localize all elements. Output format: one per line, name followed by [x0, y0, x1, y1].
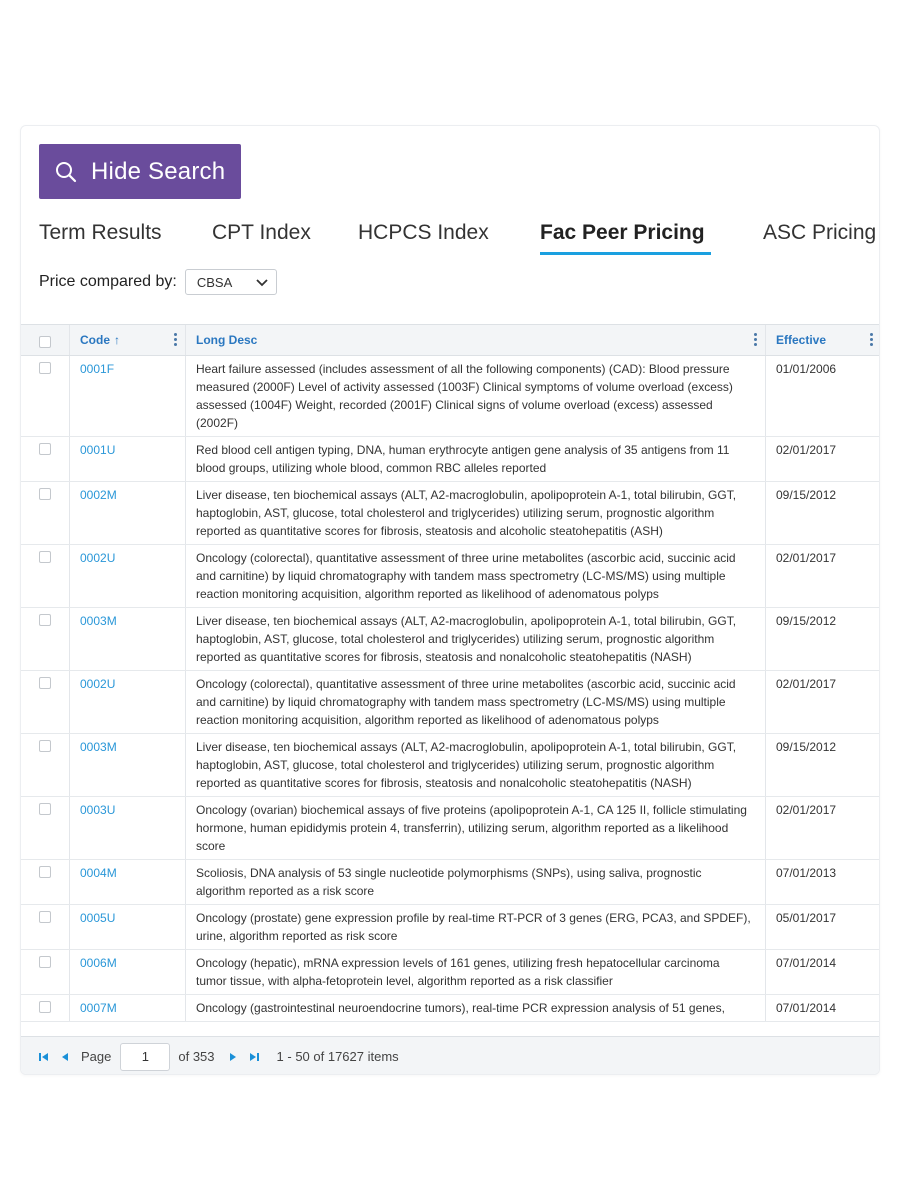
- previous-page-icon[interactable]: [61, 1052, 69, 1062]
- effective-date-cell: 07/01/2013: [776, 866, 837, 880]
- grid-pager: [21, 1036, 880, 1075]
- long-desc-cell: Oncology (gastrointestinal neuroendocrine tumors), real-time PCR expression analysis of 51 genes,: [186, 995, 766, 1021]
- chevron-down-icon: [256, 275, 268, 290]
- column-header-long-desc[interactable]: [186, 325, 766, 355]
- row-checkbox[interactable]: [39, 443, 51, 455]
- table-row[interactable]: [21, 860, 880, 905]
- hide-search-button[interactable]: [39, 144, 241, 199]
- row-checkbox[interactable]: [39, 488, 51, 500]
- long-desc-cell: Oncology (colorectal), quantitative assessment of three urine metabolites (ascorbic acid, succinic acid and carnitine) by liquid chromatography with tandem mass spectrometry (LC-MS/MS) using multiple reaction monitoring acquisition, algorithm reported as likelihood of adenomatous polyps: [186, 545, 766, 607]
- code-link[interactable]: 0007M: [80, 1001, 117, 1015]
- first-page-icon[interactable]: [39, 1052, 49, 1062]
- long-desc-cell: Oncology (hepatic), mRNA expression levels of 161 genes, utilizing fresh hepatocellular carcinoma tumor tissue, with alpha-fetoprotein level, algorithm reported as a risk classifier: [186, 950, 766, 994]
- code-link[interactable]: 0002U: [80, 677, 116, 691]
- price-compared-label: Price compared by:: [39, 273, 177, 290]
- long-desc-cell: Liver disease, ten biochemical assays (ALT, A2-macroglobulin, apolipoprotein A-1, total bilirubin, GGT, haptoglobin, AST, glucose, total cholesterol and triglycerides) utilizing serum, prognostic algorithm reported as quantitative scores for fibrosis, steatosis and nonalcoholic steatohepatitis (NASH): [186, 608, 766, 670]
- row-checkbox[interactable]: [39, 362, 51, 374]
- row-checkbox[interactable]: [39, 740, 51, 752]
- long-desc-cell: Liver disease, ten biochemical assays (ALT, A2-macroglobulin, apolipoprotein A-1, total bilirubin, GGT, haptoglobin, AST, glucose, total cholesterol and triglycerides) utilizing serum, prognostic algorithm reported as quantitative scores for fibrosis, steatosis and alcoholic steatohepatitis (ASH): [186, 482, 766, 544]
- effective-date-cell: 09/15/2012: [776, 740, 837, 754]
- next-page-icon[interactable]: [229, 1052, 237, 1062]
- effective-date-cell: 02/01/2017: [776, 677, 837, 691]
- tab-hcpcs-index[interactable]: HCPCS Index: [358, 221, 489, 244]
- price-compared-value: CBSA: [196, 274, 233, 290]
- code-link[interactable]: 0006M: [80, 956, 117, 970]
- search-results-panel: [20, 125, 880, 1075]
- table-row[interactable]: [21, 545, 880, 608]
- code-link[interactable]: 0003M: [80, 614, 117, 628]
- table-row[interactable]: [21, 671, 880, 734]
- row-checkbox[interactable]: [39, 551, 51, 563]
- column-header-long-desc-label: Long Desc: [196, 333, 258, 347]
- column-header-effective[interactable]: [766, 325, 880, 355]
- code-link[interactable]: 0005U: [80, 911, 116, 925]
- long-desc-cell: Oncology (prostate) gene expression profile by real-time RT-PCR of 3 genes (ERG, PCA3, and SPDEF), urine, algorithm reported as risk score: [186, 905, 766, 949]
- code-link[interactable]: 0002M: [80, 488, 117, 502]
- long-desc-cell: Liver disease, ten biochemical assays (ALT, A2-macroglobulin, apolipoprotein A-1, total bilirubin, GGT, haptoglobin, AST, glucose, total cholesterol and triglycerides) utilizing serum, prognostic algorithm reported as quantitative scores for fibrosis, steatosis and nonalcoholic steatohepatitis (NASH): [186, 734, 766, 796]
- hide-search-label: Hide Search: [91, 157, 226, 185]
- tab-term-results[interactable]: Term Results: [39, 221, 162, 244]
- price-compare-filter: [39, 269, 277, 295]
- tab-fac-peer-pricing[interactable]: Fac Peer Pricing: [540, 221, 705, 253]
- column-header-effective-label: Effective: [776, 333, 827, 347]
- effective-date-cell: 07/01/2014: [776, 956, 837, 970]
- code-link[interactable]: 0004M: [80, 866, 117, 880]
- table-row[interactable]: [21, 608, 880, 671]
- table-row[interactable]: [21, 797, 880, 860]
- code-link[interactable]: 0002U: [80, 551, 116, 565]
- effective-date-cell: 02/01/2017: [776, 551, 837, 565]
- row-checkbox[interactable]: [39, 866, 51, 878]
- code-link[interactable]: 0003M: [80, 740, 117, 754]
- row-checkbox[interactable]: [39, 677, 51, 689]
- table-row[interactable]: [21, 356, 880, 437]
- search-icon: [53, 159, 79, 185]
- table-row[interactable]: [21, 482, 880, 545]
- row-checkbox[interactable]: [39, 956, 51, 968]
- row-checkbox[interactable]: [39, 803, 51, 815]
- column-menu-icon[interactable]: [754, 333, 757, 348]
- column-header-code[interactable]: [70, 325, 186, 355]
- row-checkbox[interactable]: [39, 614, 51, 626]
- results-grid: [21, 324, 880, 1036]
- select-all-checkbox[interactable]: [39, 336, 51, 348]
- table-row[interactable]: [21, 734, 880, 797]
- header-checkbox-cell: [21, 325, 70, 355]
- column-header-code-label: Code: [80, 333, 110, 347]
- effective-date-cell: 01/01/2006: [776, 362, 837, 376]
- row-checkbox[interactable]: [39, 1001, 51, 1013]
- long-desc-cell: Oncology (ovarian) biochemical assays of five proteins (apolipoprotein A-1, CA 125 II, follicle stimulating hormone, human epididymis protein 4, transferrin), utilizing serum, algorithm reported as a likelihood score: [186, 797, 766, 859]
- tab-asc-pricing[interactable]: ASC Pricing: [763, 221, 877, 244]
- page-number-input[interactable]: 1: [120, 1043, 170, 1071]
- tab-cpt-index[interactable]: CPT Index: [212, 221, 311, 244]
- long-desc-cell: Heart failure assessed (includes assessment of all the following components) (CAD): Blood pressure measured (2000F) Level of activity assessed (1003F) Clinical symptoms of volume overload (excess) assessed (1004F) Weight, recorded (2001F) Clinical signs of volume overload (excess) assessed (2002F): [186, 356, 766, 436]
- page-label: Page: [81, 1049, 112, 1064]
- column-menu-icon[interactable]: [870, 333, 873, 348]
- effective-date-cell: 09/15/2012: [776, 614, 837, 628]
- effective-date-cell: 05/01/2017: [776, 911, 837, 925]
- code-link[interactable]: 0001U: [80, 443, 116, 457]
- effective-date-cell: 09/15/2012: [776, 488, 837, 502]
- sort-ascending-icon: ↑: [114, 333, 120, 347]
- grid-header: [21, 325, 880, 356]
- grid-body[interactable]: [21, 356, 880, 1036]
- effective-date-cell: 07/01/2014: [776, 1001, 837, 1015]
- page-count-label: of 353: [178, 1049, 215, 1064]
- long-desc-cell: Red blood cell antigen typing, DNA, human erythrocyte antigen gene analysis of 35 antigens from 11 blood groups, utilizing whole blood, common RBC alleles reported: [186, 437, 766, 481]
- effective-date-cell: 02/01/2017: [776, 443, 837, 457]
- items-range-label: 1 - 50 of 17627 items: [276, 1049, 399, 1064]
- last-page-icon[interactable]: [249, 1052, 259, 1062]
- price-compared-select[interactable]: [185, 269, 277, 295]
- table-row[interactable]: [21, 905, 880, 950]
- code-link[interactable]: 0001F: [80, 362, 115, 376]
- table-row[interactable]: [21, 995, 880, 1022]
- effective-date-cell: 02/01/2017: [776, 803, 837, 817]
- long-desc-cell: Scoliosis, DNA analysis of 53 single nucleotide polymorphisms (SNPs), using saliva, prognostic algorithm reported as a risk score: [186, 860, 766, 904]
- table-row[interactable]: [21, 437, 880, 482]
- results-tabs: [39, 221, 880, 261]
- row-checkbox[interactable]: [39, 911, 51, 923]
- column-menu-icon[interactable]: [174, 333, 177, 348]
- table-row[interactable]: [21, 950, 880, 995]
- code-link[interactable]: 0003U: [80, 803, 116, 817]
- long-desc-cell: Oncology (colorectal), quantitative assessment of three urine metabolites (ascorbic acid, succinic acid and carnitine) by liquid chromatography with tandem mass spectrometry (LC-MS/MS) using multiple reaction monitoring acquisition, algorithm reported as likelihood of adenomatous polyps: [186, 671, 766, 733]
